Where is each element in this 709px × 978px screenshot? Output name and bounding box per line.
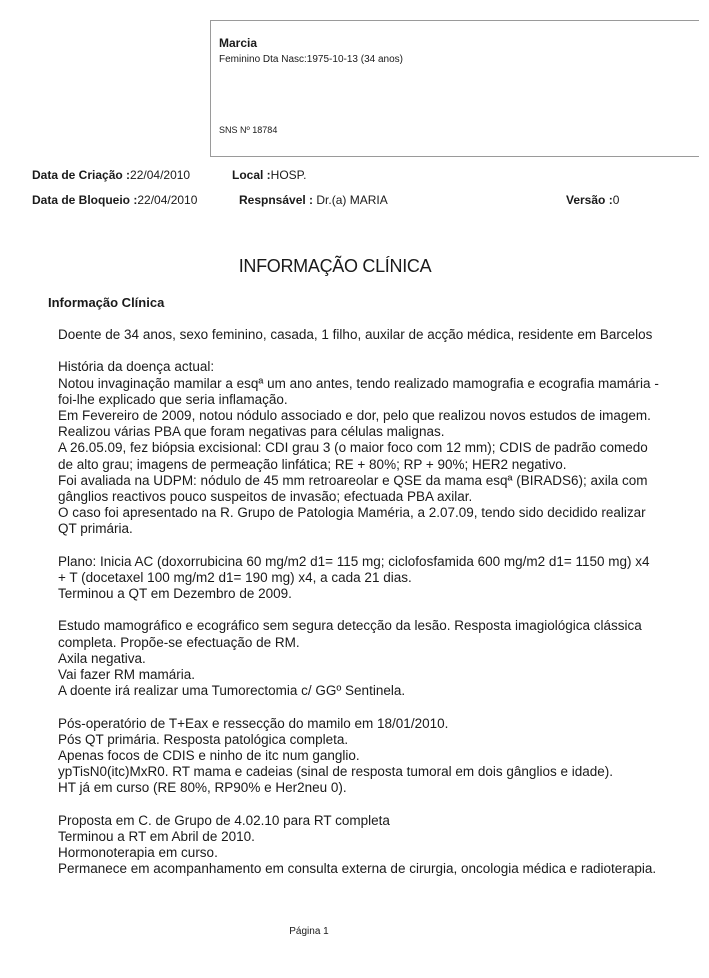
text-line: Pós-operatório de T+Eax e ressecção do mamilo em 18/01/2010. <box>58 715 449 731</box>
patient-info: Feminino Dta Nasc:1975-10-13 (34 anos) <box>219 54 403 65</box>
responsible-field <box>239 193 388 207</box>
page-number: Página 1 <box>289 926 329 937</box>
text-line: + T (docetaxel 100 mg/m2 d1= 190 mg) x4, a cada 21 dias. <box>58 569 412 585</box>
blank-line <box>58 699 698 715</box>
text-line: gânglios reactivos pouco suspeitos de invasão; efectuada PBA axilar. <box>58 488 473 504</box>
section-heading: Informação Clínica <box>48 295 165 310</box>
text-line: Proposta em C. de Grupo de 4.02.10 para RT completa <box>58 812 390 828</box>
text-line: Doente de 34 anos, sexo feminino, casada, 1 filho, auxilar de acção médica, residente em Barcelos <box>58 327 653 342</box>
creation-date-label: Data de Criação : <box>32 168 131 182</box>
patient-sns-number: SNS Nº 18784 <box>219 125 278 135</box>
text-line: Foi avaliada na UDPM: nódulo de 45 mm retroareolar e QSE da mama esqª (BIRADS6); axila com <box>58 472 648 488</box>
text-line: Apenas focos de CDIS e ninho de itc num ganglio. <box>58 747 360 763</box>
version-field <box>566 193 619 207</box>
text-line: Notou invaginação mamilar a esqª um ano antes, tendo realizado mamografia e ecografia mamária - <box>58 375 659 391</box>
text-line: Realizou várias PBA que foram negativas para células malignas. <box>58 424 445 440</box>
blank-line <box>58 796 698 812</box>
responsible-label: Respnsável : <box>239 193 314 207</box>
text-line: Permanece em acompanhamento em consulta externa de cirurgia, oncologia médica e radioterapia. <box>58 861 657 877</box>
text-line: Terminou a RT em Abril de 2010. <box>58 828 255 844</box>
text-line: foi-lhe explicado que seria inflamação. <box>58 391 288 407</box>
text-line: QT primária. <box>58 521 133 537</box>
text-line: Terminou a QT em Dezembro de 2009. <box>58 586 292 601</box>
text-line: ypTisN0(itc)MxR0. RT mama e cadeias (sinal de resposta tumoral em dois gânglios e idade). <box>58 764 613 780</box>
local-label: Local : <box>232 168 271 182</box>
patient-name: Marcia <box>219 36 258 50</box>
blank-line <box>58 343 698 359</box>
text-line: História da doença actual: <box>58 359 215 375</box>
text-line: Axila negativa. <box>58 650 146 666</box>
text-line: O caso foi apresentado na R. Grupo de Patologia Maméria, a 2.07.09, tendo sido decidido realizar <box>58 505 646 521</box>
text-line: de alto grau; imagens de permeação linfática; RE + 80%; RP + 90%; HER2 negativo. <box>58 456 567 472</box>
block-date-value: 22/04/2010 <box>137 193 198 207</box>
text-line: Pós QT primária. Resposta patológica completa. <box>58 731 349 747</box>
text-line: A doente irá realizar uma Tumorectomia c/ GGº Sentinela. <box>58 683 406 699</box>
text-line: HT já em curso (RE 80%, RP90% e Her2neu 0). <box>58 780 347 796</box>
text-line: Em Fevereiro de 2009, notou nódulo associado e dor, pelo que realizou novos estudos de imagem. <box>58 407 651 423</box>
version-value: 0 <box>612 193 620 207</box>
block-date <box>32 193 197 207</box>
clinical-text <box>58 327 698 877</box>
local-value: HOSP. <box>270 168 307 182</box>
text-line: Plano: Inicia AC (doxorrubicina 60 mg/m2 d1= 115 mg; ciclofosfamida 600 mg/m2 d1= 1150 mg) x4 <box>58 553 650 569</box>
blank-line <box>58 602 698 618</box>
document-title: INFORMAÇÃO CLÍNICA <box>238 256 432 276</box>
blank-line <box>58 537 698 553</box>
creation-date-value: 22/04/2010 <box>130 168 191 182</box>
text-line: A 26.05.09, fez biópsia excisional: CDI grau 3 (o maior foco com 12 mm); CDIS de padrão comedo <box>58 440 648 456</box>
text-line: completa. Propõe-se efectuação de RM. <box>58 634 300 650</box>
text-line: Hormonoterapia em curso. <box>58 845 218 860</box>
text-line: Vai fazer RM mamária. <box>58 666 196 682</box>
creation-date <box>32 168 190 182</box>
patient-label-box <box>210 20 699 157</box>
block-date-label: Data de Bloqueio : <box>32 193 138 207</box>
responsible-value: Dr.(a) MARIA <box>313 193 388 207</box>
local-field <box>232 168 306 182</box>
version-label: Versão : <box>566 193 613 207</box>
text-line: Estudo mamográfico e ecográfico sem segura detecção da lesão. Resposta imagiológica clássica <box>58 618 642 634</box>
